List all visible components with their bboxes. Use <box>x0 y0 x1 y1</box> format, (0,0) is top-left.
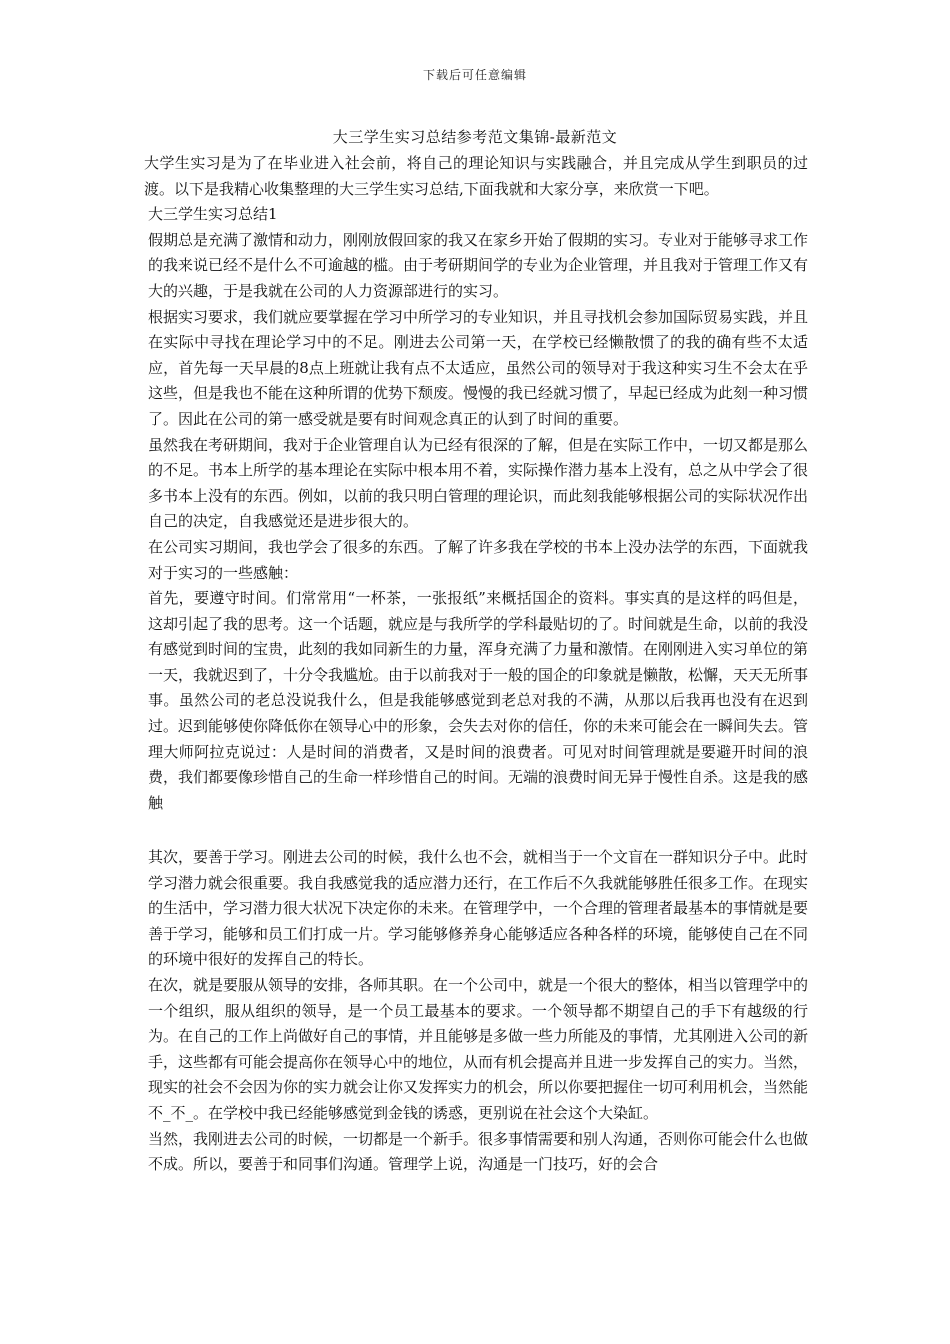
header-note: 下载后可任意编辑 <box>422 68 527 82</box>
body-paragraph: 假期总是充满了激情和动力，刚刚放假回家的我又在家乡开始了假期的实习。专业对于能够寻求工作的我来说已经不是什么不可逾越的槛。由于考研期间学的专业为企业管理，并且我对于管理工作又有大的兴趣，于是我就在公司的人力资源部进行的实习。 <box>148 230 809 300</box>
body-section-first <box>144 151 808 816</box>
intro-paragraph: 大学生实习是为了在毕业进入社会前，将自己的理论知识与实践融合，并且完成从学生到职员的过渡。以下是我精心收集整理的大三学生实习总结,下面我就和大家分享，来欣赏一下吧。 <box>144 154 808 198</box>
body-section-second <box>144 845 808 1178</box>
body-paragraph: 在公司实习期间，我也学会了很多的东西。了解了许多我在学校的书本上没办法学的东西，下面就我对于实习的一些感触： <box>148 537 809 582</box>
body-paragraph: 当然，我刚进去公司的时候，一切都是一个新手。很多事情需要和别人沟通，否则你可能会什么也做不成。所以，要善于和同事们沟通。管理学上说，沟通是一门技巧，好的会合 <box>148 1129 809 1174</box>
body-paragraph: 首先，要遵守时间。们常常用“一杯茶，一张报纸”来概括国企的资料。事实真的是这样的吗但是，这却引起了我的思考。这一个话题，就应是与我所学的学科最贴切的了。时间就是生命，以前的我没有感觉到时间的宝贵，此刻的我如同新生的力量，浑身充满了力量和激情。在刚刚进入实习单位的第一天，我就迟到了，十分令我尴尬。由于以前我对于一般的国企的印象就是懒散，松懈，天天无所事事。虽然公司的老总没说我什么，但是我能够感觉到老总对我的不满，从那以后我再也没有在迟到过。迟到能够使你降低你在领导心中的形象，会失去对你的信任，你的未来可能会在一瞬间失去。管理大师阿拉克说过：人是时间的消费者，又是时间的浪费者。可见对时间管理就是要避开时间的浪费，我们都要像珍惜自己的生命一样珍惜自己的时间。无端的浪费时间无异于慢性自杀。这是我的感触 <box>148 589 809 812</box>
body-paragraph: 根据实习要求，我们就应要掌握在学习中所学习的专业知识，并且寻找机会参加国际贸易实践，并且在实际中寻找在理论学习中的不足。刚进去公司第一天，在学校已经懒散惯了的我的确有些不太适应，首先每一天早晨的8点上班就让我有点不太适应，虽然公司的领导对于我这种实习生不会太在乎这些，但是我也不能在这种所谓的优势下颓废。慢慢的我已经就习惯了，早起已经成为此刻一种习惯了。因此在公司的第一感受就是要有时间观念真正的认到了时间的重要。 <box>148 307 809 428</box>
body-paragraph: 虽然我在考研期间，我对于企业管理自认为已经有很深的了解，但是在实际工作中，一切又都是那么的不足。书本上所学的基本理论在实际中根本用不着，实际操作潜力基本上没有，总之从中学会了很多书本上没有的东西。例如，以前的我只明白管理的理论识，而此刻我能够根据公司的实际状况作出自己的决定，自我感觉还是进步很大的。 <box>148 435 809 531</box>
section-heading: 大三学生实习总结1 <box>148 205 278 224</box>
document-title: 大三学生实习总结参考范文集锦-最新范文 <box>332 128 618 146</box>
body-paragraph: 其次，要善于学习。刚进去公司的时候，我什么也不会，就相当于一个文盲在一群知识分子中。此时学习潜力就会很重要。我自我感觉我的适应潜力还行，在工作后不久我就能够胜任很多工作。在现实的生活中，学习潜力很大状况下决定你的未来。在管理学中，一个合理的管理者最基本的事情就是要善于学习，能够和员工们打成一片。学习能够修养身心能够适应各种各样的环境，能够使自己在不同的环境中很好的发挥自己的特长。 <box>148 848 809 969</box>
body-paragraph: 在次，就是要服从领导的安排，各师其职。在一个公司中，就是一个很大的整体，相当以管理学中的一个组织，服从组织的领导，是一个员工最基本的要求。一个领导都不期望自己的手下有越级的行为。在自己的工作上尚做好自己的事情，并且能够是多做一些力所能及的事情，尤其刚进入公司的新手，这些都有可能会提高你在领导心中的地位，从而有机会提高并且进一步发挥自己的实力。当然，现实的社会不会因为你的实力就会让你又发挥实力的机会，所以你要把握住一切可利用机会，当然能不_不_。在学校中我已经能够感觉到金钱的诱惑，更别说在社会这个大染缸。 <box>148 975 809 1122</box>
